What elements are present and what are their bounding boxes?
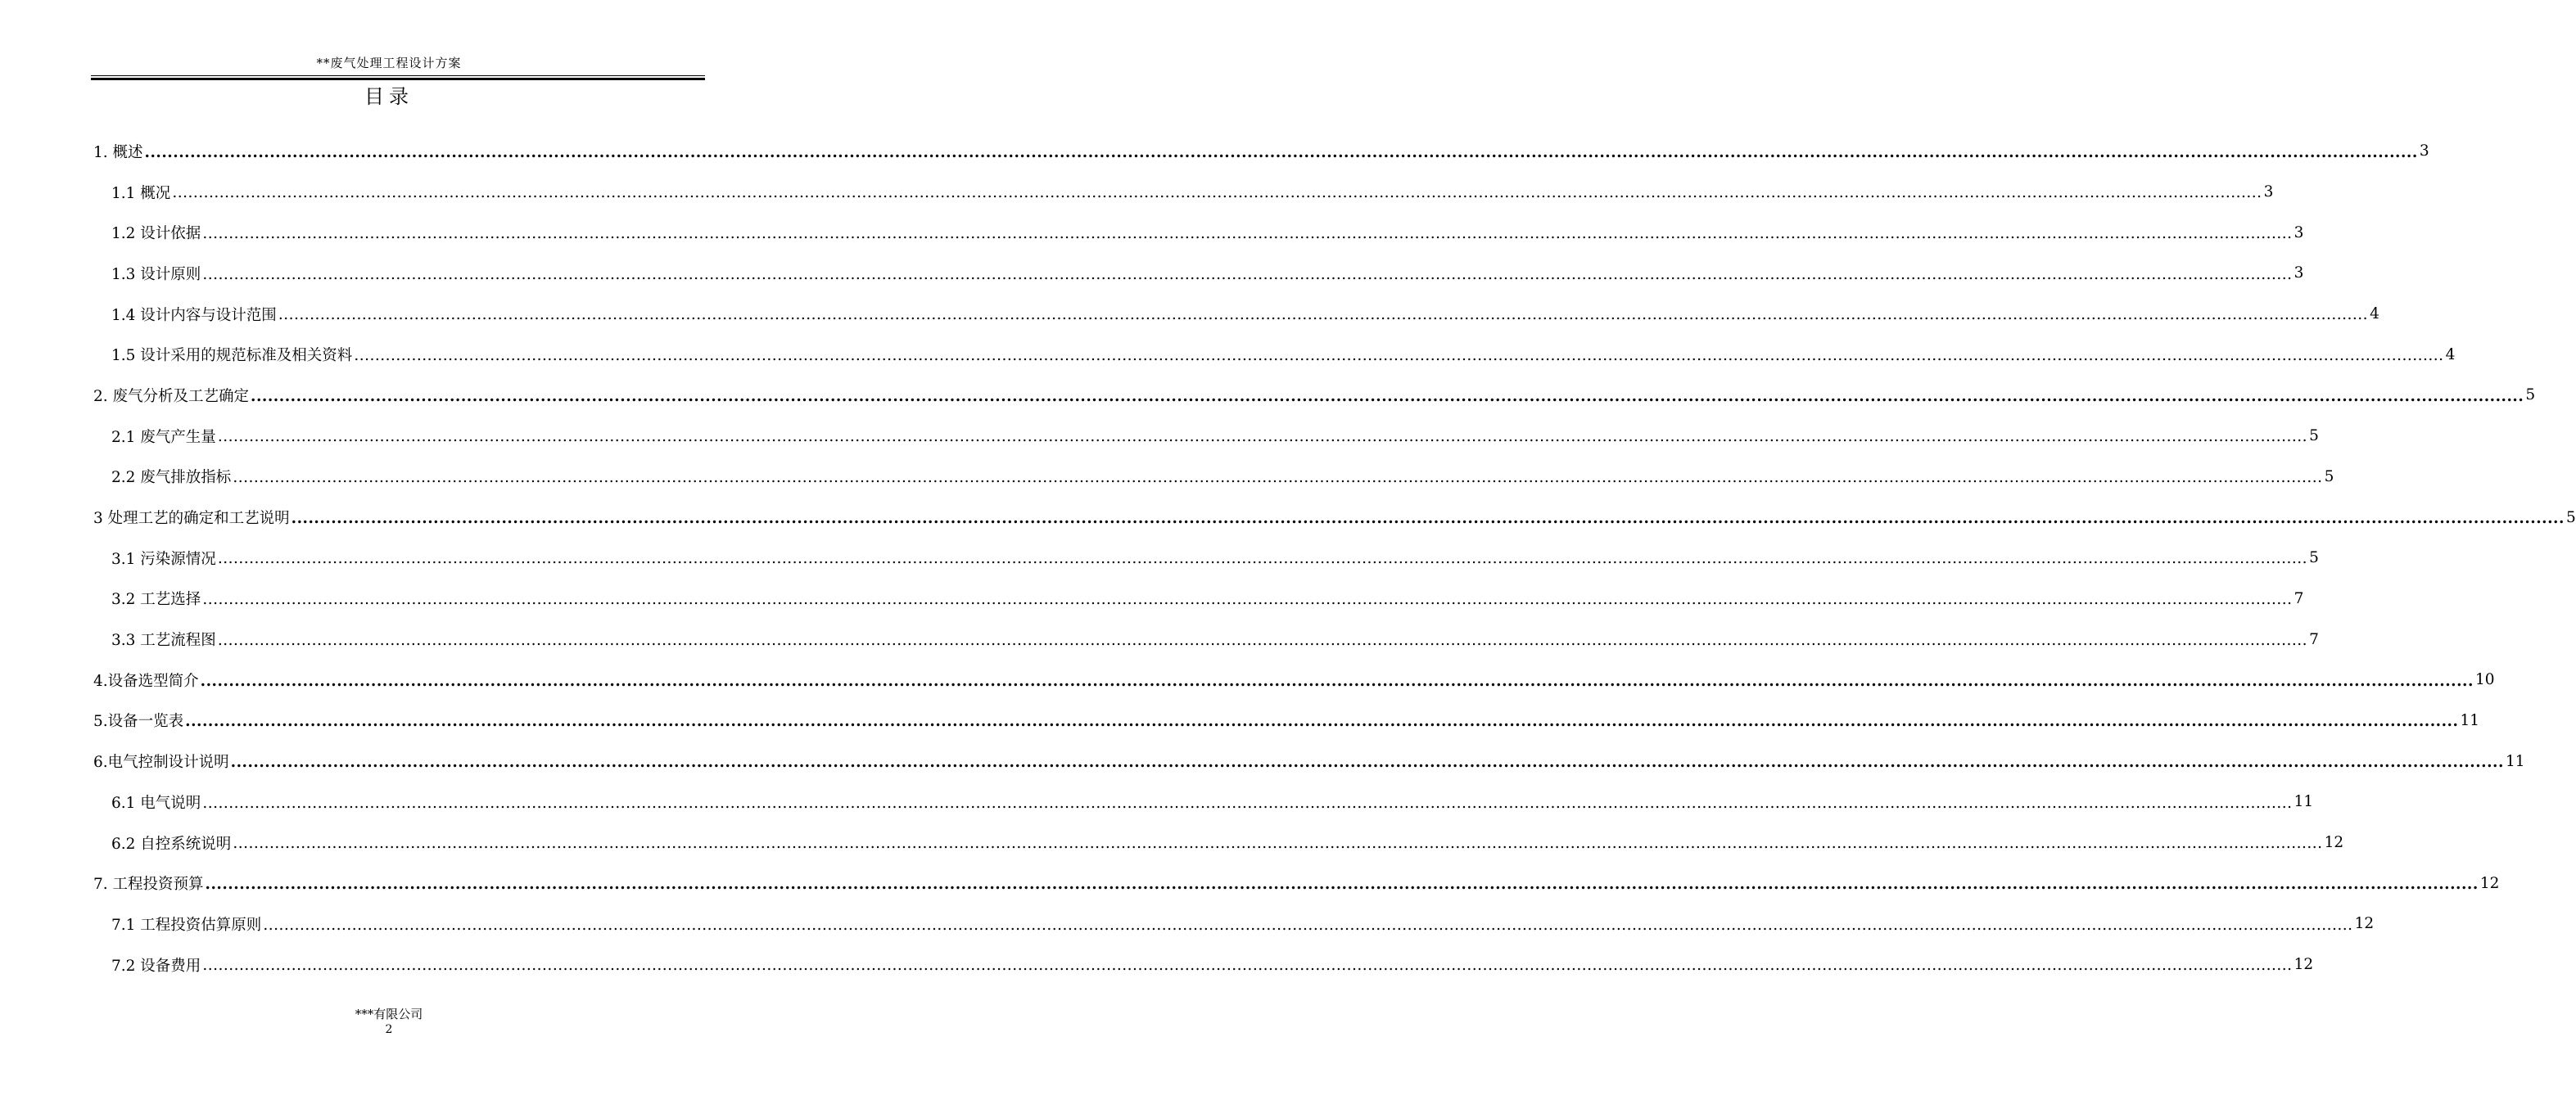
toc-entry[interactable] xyxy=(93,375,2536,416)
toc-entry-page: 7 xyxy=(2294,589,2304,607)
toc-entry-page: 3 xyxy=(2294,264,2304,282)
toc-entry-label: 1.2 设计依据 xyxy=(111,225,201,243)
toc-dot-leader: ................................................................................................................................................................................................................................................................................................................................................................................................................ xyxy=(263,916,2353,934)
toc-entry[interactable] xyxy=(93,619,2319,660)
footer-page-number: 2 xyxy=(385,1023,393,1036)
toc-entry-page: 4 xyxy=(2370,305,2379,323)
toc-dot-leader: ................................................................................................................................................................................................................................................................................................................................................................................................................ xyxy=(202,957,2293,975)
toc-dot-leader: ................................................................................................................................................................................................................................................................................................................................................................................................................ xyxy=(144,143,2418,161)
toc-entry[interactable] xyxy=(93,701,2479,742)
toc-entry-label: 3 处理工艺的确定和工艺说明 xyxy=(93,510,290,528)
toc-entry-label: 6.电气控制设计说明 xyxy=(93,754,229,772)
toc-entry-label: 3.3 工艺流程图 xyxy=(111,632,216,650)
toc-entry-label: 7.2 设备费用 xyxy=(111,957,201,975)
toc-entry-page: 12 xyxy=(2354,915,2375,933)
toc-entry-label: 1.1 概况 xyxy=(111,184,171,202)
toc-entry-page: 4 xyxy=(2445,345,2456,363)
toc-dot-leader: ................................................................................................................................................................................................................................................................................................................................................................................................................ xyxy=(233,469,2323,487)
toc-entry[interactable] xyxy=(93,457,2334,498)
toc-entry-page: 5 xyxy=(2525,386,2536,404)
toc-entry-page: 10 xyxy=(2474,671,2495,689)
footer-company: ***有限公司 xyxy=(355,1007,423,1021)
toc-dot-leader: ................................................................................................................................................................................................................................................................................................................................................................................................................ xyxy=(202,265,2293,283)
toc-entry-label: 1. 概述 xyxy=(93,143,143,161)
toc-entry-page: 3 xyxy=(2419,142,2429,160)
toc-entry-label: 6.2 自控系统说明 xyxy=(111,835,232,853)
toc-dot-leader: ................................................................................................................................................................................................................................................................................................................................................................................................................ xyxy=(278,306,2369,324)
toc-entry[interactable] xyxy=(93,660,2495,701)
toc-entry-label: 1.5 设计采用的规范标准及相关资料 xyxy=(111,347,353,365)
toc-entry-page: 3 xyxy=(2263,183,2274,201)
toc-dot-leader: ................................................................................................................................................................................................................................................................................................................................................................................................................ xyxy=(291,509,2565,527)
toc-entry[interactable] xyxy=(93,538,2319,579)
toc-dot-leader: ................................................................................................................................................................................................................................................................................................................................................................................................................ xyxy=(202,591,2293,609)
toc-entry[interactable] xyxy=(93,131,2429,172)
toc-dot-leader: ................................................................................................................................................................................................................................................................................................................................................................................................................ xyxy=(205,875,2479,893)
toc-entry-page: 5 xyxy=(2309,427,2319,445)
toc-entry-label: 7.1 工程投资估算原则 xyxy=(111,916,262,934)
toc-entry[interactable] xyxy=(93,416,2319,457)
toc-dot-leader: ................................................................................................................................................................................................................................................................................................................................................................................................................ xyxy=(185,713,2459,731)
toc-entry-page: 11 xyxy=(2505,752,2525,770)
toc-dot-leader: ................................................................................................................................................................................................................................................................................................................................................................................................................ xyxy=(233,835,2323,853)
toc-entry-label: 3.1 污染源情况 xyxy=(111,550,216,568)
toc-entry-label: 6.1 电气说明 xyxy=(111,794,201,812)
toc-entry[interactable] xyxy=(93,294,2379,335)
toc-entry-page: 7 xyxy=(2309,630,2319,648)
toc-dot-leader: ................................................................................................................................................................................................................................................................................................................................................................................................................ xyxy=(202,794,2293,812)
toc-heading: 目录 xyxy=(364,85,414,108)
toc-dot-leader: ................................................................................................................................................................................................................................................................................................................................................................................................................ xyxy=(354,347,2444,365)
toc-dot-leader: ................................................................................................................................................................................................................................................................................................................................................................................................................ xyxy=(217,428,2308,446)
toc-entry-label: 3.2 工艺选择 xyxy=(111,591,201,609)
toc-entry[interactable] xyxy=(93,904,2375,944)
toc-dot-leader: ................................................................................................................................................................................................................................................................................................................................................................................................................ xyxy=(202,224,2293,242)
toc-entry-label: 4.设备选型简介 xyxy=(93,672,199,690)
toc-entry-page: 12 xyxy=(2294,956,2314,974)
toc-entry[interactable] xyxy=(93,741,2525,782)
toc-entry[interactable] xyxy=(93,782,2314,823)
toc-entry-label: 1.3 设计原则 xyxy=(111,265,201,283)
toc-entry[interactable] xyxy=(93,823,2344,863)
toc-entry-label: 2.2 废气排放指标 xyxy=(111,469,232,487)
table-of-contents xyxy=(93,131,2576,985)
toc-entry-page: 12 xyxy=(2479,874,2500,892)
header-divider-thin xyxy=(91,75,705,76)
toc-entry[interactable] xyxy=(93,497,2576,538)
toc-entry-page: 11 xyxy=(2294,793,2314,811)
toc-entry-page: 5 xyxy=(2565,508,2576,526)
toc-entry-label: 2. 废气分析及工艺确定 xyxy=(93,387,250,405)
toc-entry[interactable] xyxy=(93,212,2304,253)
toc-entry[interactable] xyxy=(93,863,2500,904)
toc-entry-page: 11 xyxy=(2460,711,2479,729)
toc-entry[interactable] xyxy=(93,253,2304,294)
toc-dot-leader: ................................................................................................................................................................................................................................................................................................................................................................................................................ xyxy=(172,184,2262,202)
toc-entry-label: 2.1 废气产生量 xyxy=(111,428,216,446)
toc-entry[interactable] xyxy=(93,944,2314,985)
toc-entry[interactable] xyxy=(93,579,2304,620)
toc-entry-page: 3 xyxy=(2294,223,2304,241)
toc-dot-leader: ................................................................................................................................................................................................................................................................................................................................................................................................................ xyxy=(217,550,2308,568)
page-header-title: **废气处理工程设计方案 xyxy=(316,56,462,70)
toc-entry-page: 12 xyxy=(2324,834,2344,852)
toc-entry-label: 5.设备一览表 xyxy=(93,713,184,731)
toc-dot-leader: ................................................................................................................................................................................................................................................................................................................................................................................................................ xyxy=(251,387,2524,405)
toc-entry-page: 5 xyxy=(2324,467,2334,485)
toc-dot-leader: ................................................................................................................................................................................................................................................................................................................................................................................................................ xyxy=(230,753,2504,771)
toc-dot-leader: ................................................................................................................................................................................................................................................................................................................................................................................................................ xyxy=(200,672,2474,690)
toc-entry-label: 1.4 设计内容与设计范围 xyxy=(111,306,277,324)
toc-entry-label: 7. 工程投资预算 xyxy=(93,876,204,894)
toc-dot-leader: ................................................................................................................................................................................................................................................................................................................................................................................................................ xyxy=(217,631,2308,649)
toc-entry[interactable] xyxy=(93,172,2274,213)
toc-entry[interactable] xyxy=(93,334,2456,375)
toc-entry-page: 5 xyxy=(2309,549,2319,567)
